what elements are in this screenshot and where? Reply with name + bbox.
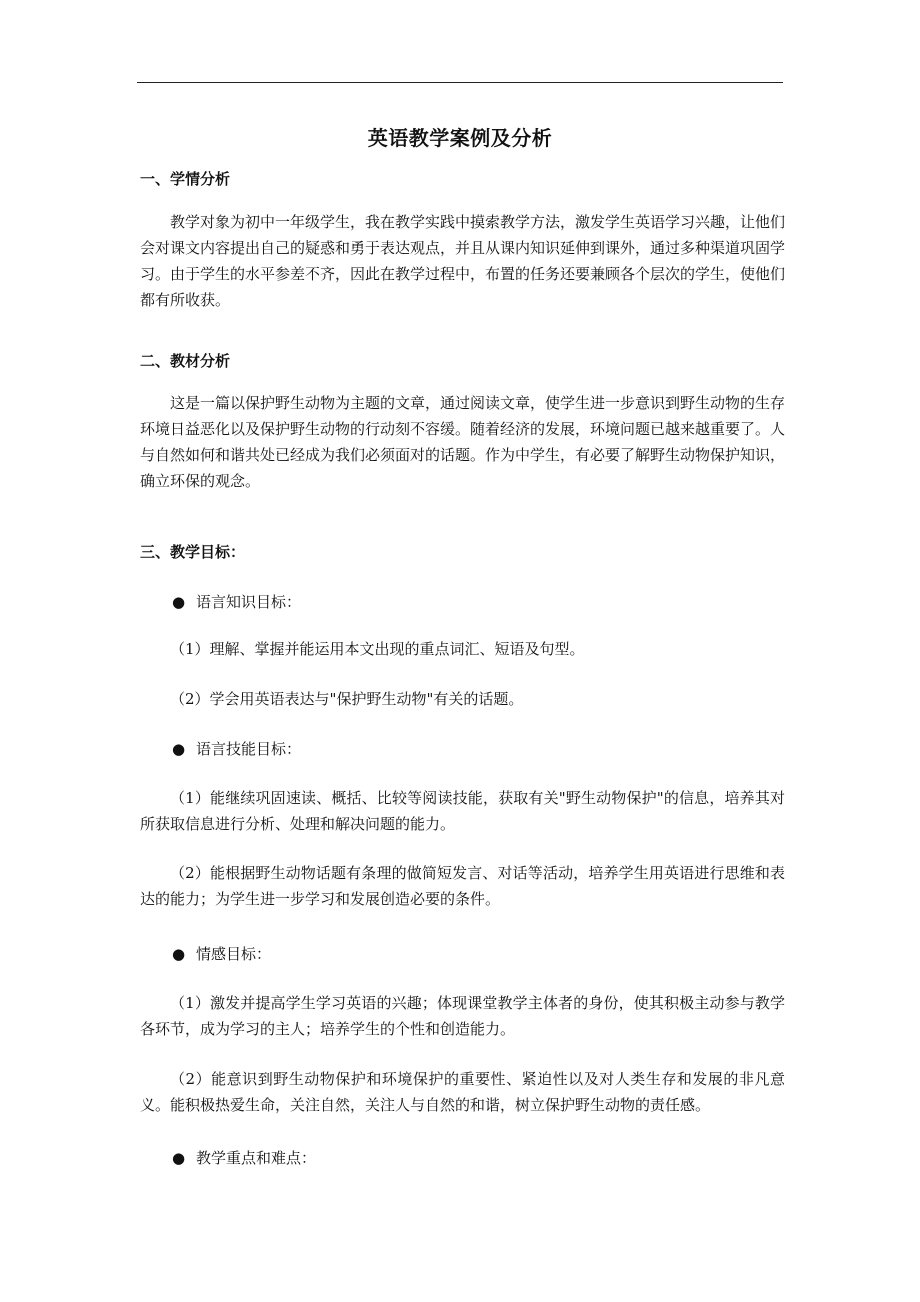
section-paragraph-material-analysis: 这是一篇以保护野生动物为主题的文章，通过阅读文章，使学生进一步意识到野生动物的生存环境日益恶化以及保护野生动物的行动刻不容缓。随着经济的发展，环境问题已越来越重要了。人与自然如何和谐共处已经成为我们必须面对的话题。作为中学生，有必要了解野生动物保护知识，确立环保的观念。 [140, 394, 786, 490]
goal-language-skills [172, 738, 301, 759]
goal-item: （2）能根据野生动物话题有条理的做简短发言、对话等活动，培养学生用英语进行思维和表达的能力；为学生进一步学习和发展创造必要的条件。 [140, 864, 785, 908]
goal-item: （1）激发并提高学生学习英语的兴趣；体现课堂教学主体者的身份，使其积极主动参与教学各环节，成为学习的主人；培养学生的个性和创造能力。 [140, 994, 785, 1038]
goal-language-knowledge [172, 591, 301, 612]
goal-item: （2）学会用英语表达与"保护野生动物"有关的话题。 [170, 690, 524, 708]
bullet-icon: ● [172, 945, 186, 963]
bullet-icon: ● [172, 740, 186, 758]
goal-key-points [172, 1147, 316, 1168]
header-rule [137, 82, 783, 83]
goal-item: （1）理解、掌握并能运用本文出现的重点词汇、短语及句型。 [170, 640, 585, 658]
goal-label: 语言知识目标： [196, 593, 302, 611]
section-heading-teaching-goals: 三、教学目标： [140, 543, 246, 561]
document-title: 英语教学案例及分析 [367, 126, 553, 150]
goal-emotion [172, 943, 271, 964]
goal-item: （1）能继续巩固速读、概括、比较等阅读技能，获取有关"野生动物保护"的信息，培养其对所获取信息进行分析、处理和解决问题的能力。 [140, 789, 785, 833]
bullet-icon: ● [172, 593, 186, 611]
section-paragraph-learning-analysis: 教学对象为初中一年级学生，我在教学实践中摸索教学方法，激发学生英语学习兴趣，让他们会对课文内容提出自己的疑惑和勇于表达观点，并且从课内知识延伸到课外，通过多种渠道巩固学习。由于学生的水平参差不齐，因此在教学过程中，布置的任务还要兼顾各个层次的学生，使他们都有所收获。 [140, 213, 786, 309]
bullet-icon: ● [172, 1149, 186, 1167]
goal-label: 情感目标： [196, 945, 272, 963]
goal-label: 语言技能目标： [196, 740, 302, 758]
section-heading-learning-analysis: 一、学情分析 [140, 170, 231, 188]
section-heading-material-analysis: 二、教材分析 [140, 352, 231, 370]
goal-label: 教学重点和难点： [196, 1149, 317, 1167]
goal-item: （2）能意识到野生动物保护和环境保护的重要性、紧迫性以及对人类生存和发展的非凡意义。能积极热爱生命，关注自然，关注人与自然的和谐，树立保护野生动物的责任感。 [140, 1070, 785, 1114]
